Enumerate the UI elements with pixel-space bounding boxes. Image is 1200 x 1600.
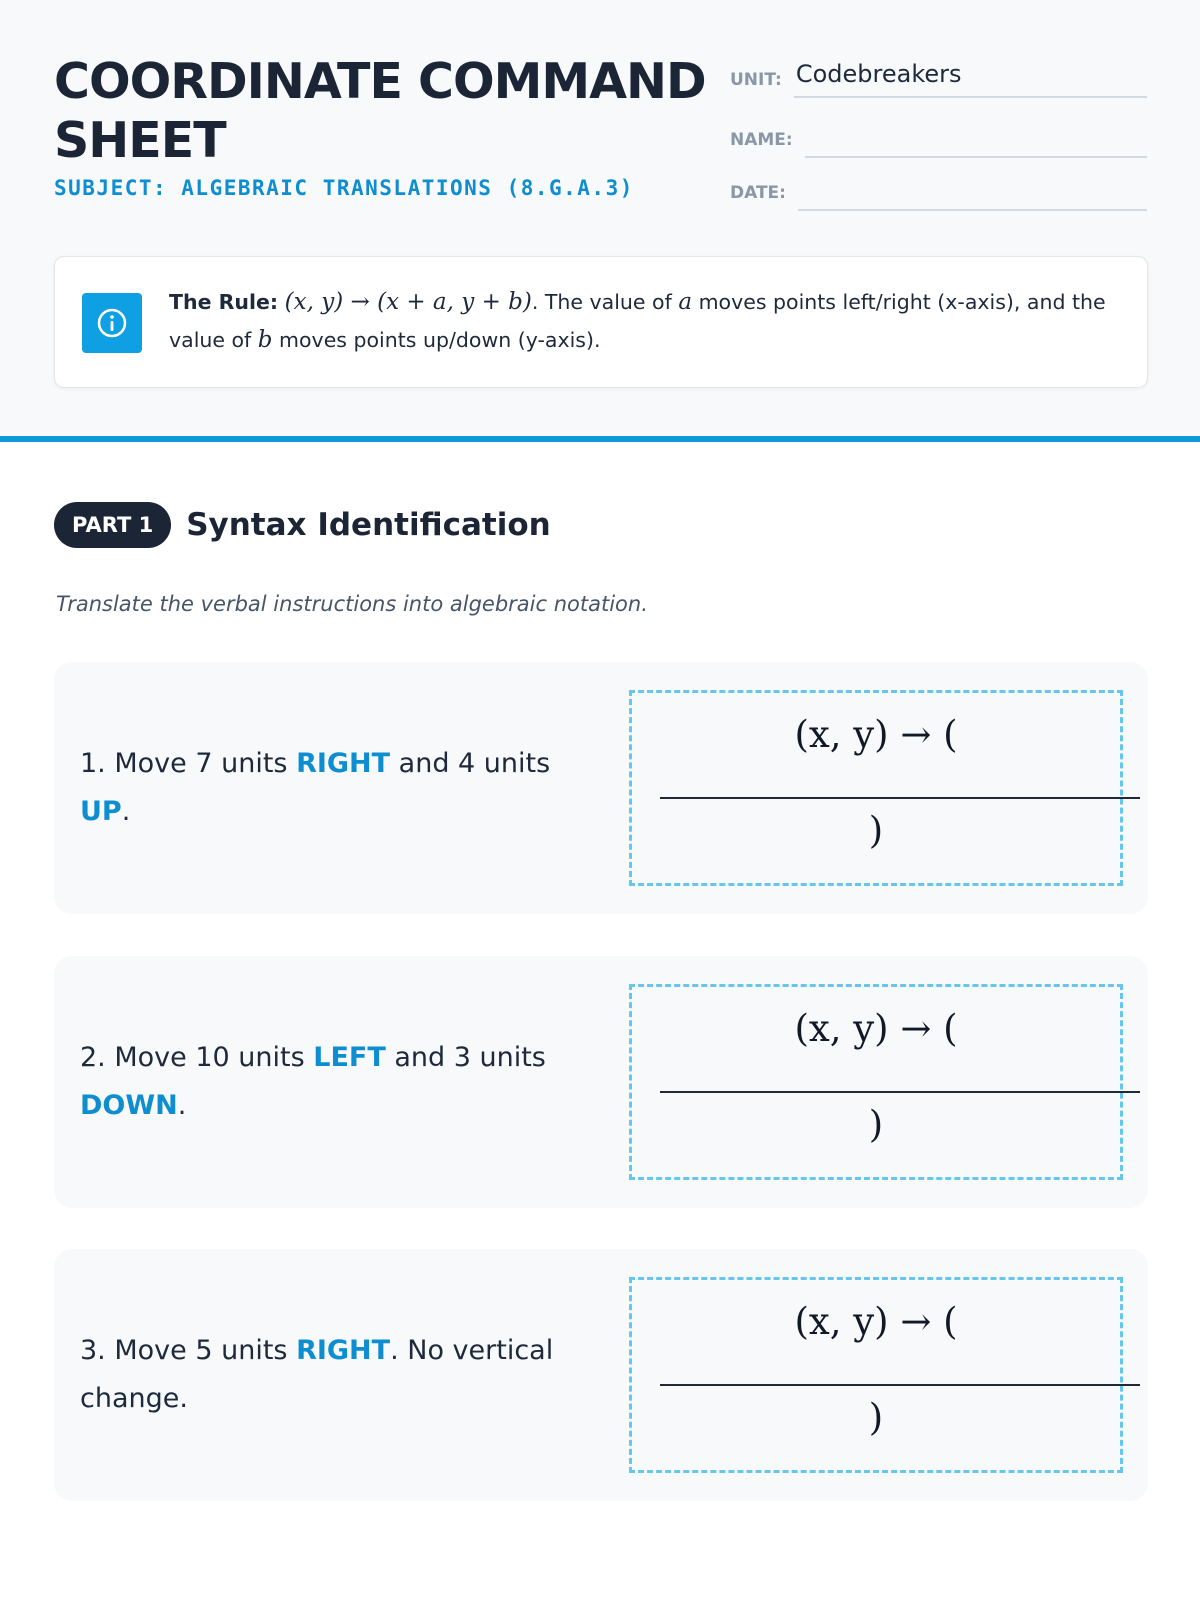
name-label: NAME: xyxy=(730,130,793,150)
direction-keyword: DOWN xyxy=(80,1090,178,1121)
date-label: DATE: xyxy=(730,183,786,203)
subject-line: SUBJECT: ALGEBRAIC TRANSLATIONS (8.G.A.3) xyxy=(54,176,634,200)
rule-var-a: a xyxy=(678,289,693,315)
question-mid: and 3 units xyxy=(385,1042,546,1073)
question-mid: and 4 units xyxy=(390,748,551,779)
name-field[interactable] xyxy=(805,120,1147,158)
question-post: . xyxy=(121,796,131,827)
unit-label: UNIT: xyxy=(730,70,782,90)
answer-box[interactable] xyxy=(629,984,1123,1180)
rule-label: The Rule: xyxy=(169,290,279,314)
direction-keyword: UP xyxy=(80,796,122,827)
question-pre: 2. Move 10 units xyxy=(80,1042,314,1073)
unit-row xyxy=(730,60,1147,98)
direction-keyword: LEFT xyxy=(313,1042,386,1073)
question-card xyxy=(54,956,1148,1208)
answer-line[interactable] xyxy=(660,797,1140,799)
part-title: Syntax Identification xyxy=(186,507,551,543)
question-text xyxy=(80,662,580,914)
part-1-heading xyxy=(54,502,551,548)
date-row xyxy=(730,173,1147,211)
info-icon xyxy=(82,293,142,353)
question-text xyxy=(80,1249,580,1501)
answer-prefix: (x, y) → ( xyxy=(794,1300,958,1343)
question-post: . xyxy=(177,1090,187,1121)
part-badge: PART 1 xyxy=(54,502,171,548)
question-card xyxy=(54,1249,1148,1501)
worksheet-header xyxy=(0,0,1200,442)
rule-text-3: moves points up/down (y-axis). xyxy=(272,328,601,352)
question-card xyxy=(54,662,1148,914)
answer-close-paren: ) xyxy=(868,1396,884,1439)
date-field[interactable] xyxy=(798,173,1147,211)
question-pre: 3. Move 5 units xyxy=(80,1335,297,1366)
rule-callout xyxy=(54,256,1148,388)
question-pre: 1. Move 7 units xyxy=(80,748,297,779)
direction-keyword: RIGHT xyxy=(296,748,391,779)
answer-prefix: (x, y) → ( xyxy=(794,1007,958,1050)
name-row xyxy=(730,120,1147,158)
answer-prefix: (x, y) → ( xyxy=(794,713,958,756)
part-instruction: Translate the verbal instructions into algebraic notation. xyxy=(56,592,648,616)
rule-text-1: . The value of xyxy=(531,290,679,314)
answer-line[interactable] xyxy=(660,1384,1140,1386)
worksheet-title: COORDINATE COMMAND SHEET xyxy=(54,53,706,169)
rule-text xyxy=(169,283,1107,359)
answer-close-paren: ) xyxy=(868,809,884,852)
answer-box[interactable] xyxy=(629,1277,1123,1473)
answer-close-paren: ) xyxy=(868,1103,884,1146)
question-text xyxy=(80,956,580,1208)
rule-text-2: moves points left/right (x-axis), and the value of xyxy=(169,290,1106,352)
rule-var-b: b xyxy=(257,327,273,353)
direction-keyword: RIGHT xyxy=(296,1335,391,1366)
rule-formula: (x, y) → (x + a, y + b) xyxy=(284,289,532,315)
answer-line[interactable] xyxy=(660,1091,1140,1093)
unit-field[interactable]: Codebreakers xyxy=(794,60,1147,98)
question-mid: . No vertical change. xyxy=(80,1335,554,1414)
answer-box[interactable] xyxy=(629,690,1123,886)
